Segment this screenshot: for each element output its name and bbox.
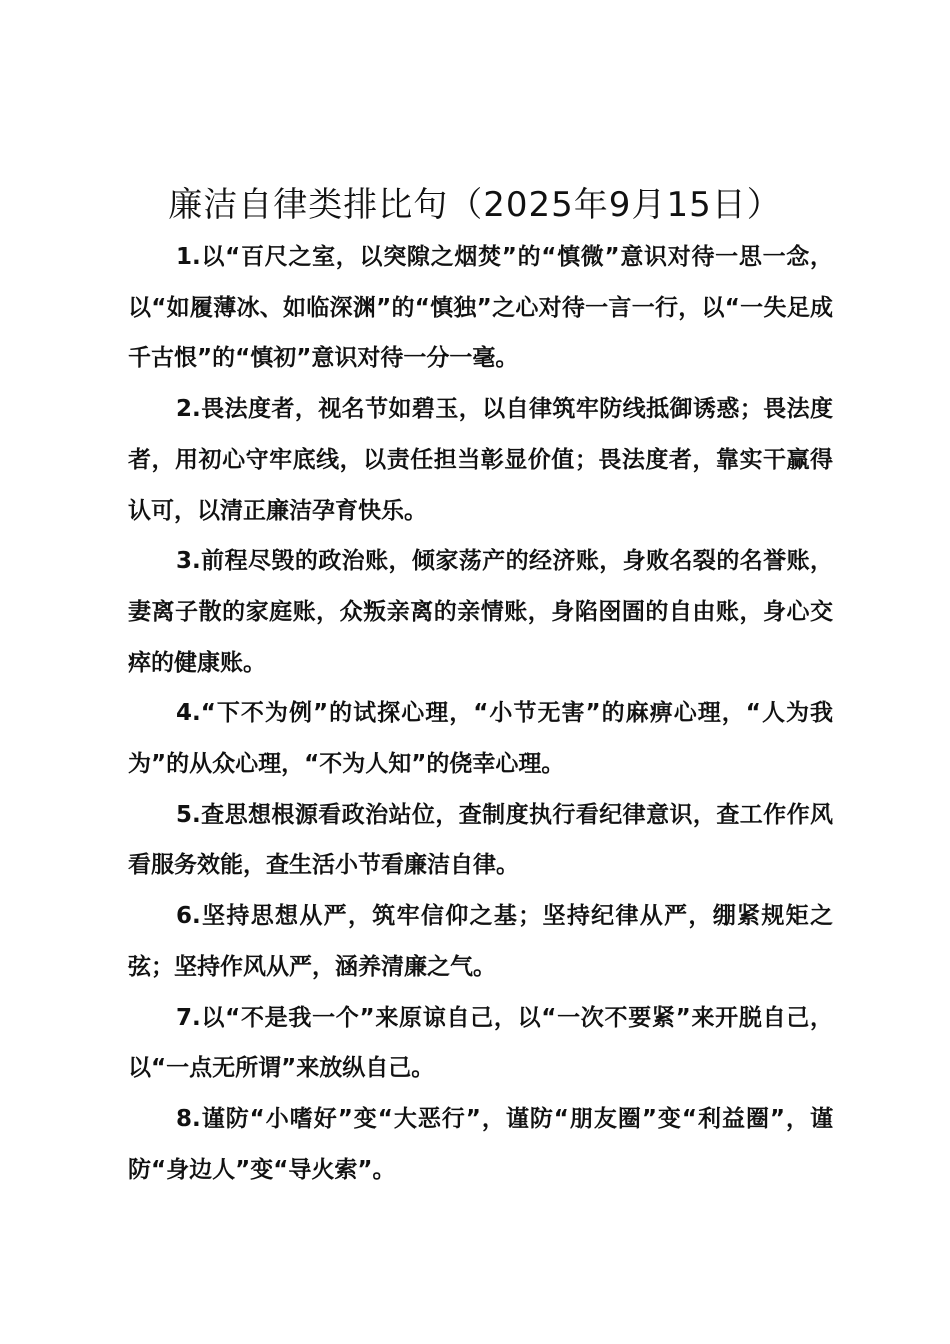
paragraph-6: 6.坚持思想从严，筑牢信仰之基；坚持纪律从严，绷紧规矩之弦；坚持作风从严，涵养清廉之气。 — [128, 903, 833, 980]
paragraph-7: 7.以“不是我一个”来原谅自己，以“一次不要紧”来开脱自己，以“一点无所谓”来放纵自己。 — [128, 1004, 833, 1082]
paragraph-3: 3.前程尽毁的政治账，倾家荡产的经济账，身败名裂的名誉账，妻离子散的家庭账，众叛亲离的亲情账，身陷囹圄的自由账，身心交瘁的健康账。 — [128, 548, 833, 676]
document-body — [128, 232, 833, 1195]
paragraph-8: 8.谨防“小嗜好”变“大恶行”，谨防“朋友圈”变“利益圈”，谨防“身边人”变“导火索”。 — [128, 1105, 833, 1183]
paragraph-5: 5.查思想根源看政治站位，查制度执行看纪律意识，查工作作风看服务效能，查生活小节看廉洁自律。 — [128, 801, 833, 879]
paragraph-2: 2.畏法度者，视名节如碧玉，以自律筑牢防线抵御诱惑；畏法度者，用初心守牢底线，以责任担当彰显价值；畏法度者，靠实干赢得认可，以清正廉洁孕育快乐。 — [128, 396, 833, 524]
paragraph-1: 1.以“百尺之室，以突隙之烟焚”的“慎微”意识对待一思一念，以“如履薄冰、如临深渊”的“慎独”之心对待一言一行，以“一失足成千古恨”的“慎初”意识对待一分一毫。 — [128, 244, 833, 372]
document-title: 廉洁自律类排比句（2025年9月15日） — [168, 185, 782, 225]
paragraph-4: 4.“下不为例”的试探心理，“小节无害”的麻痹心理，“人为我为”的从众心理，“不为人知”的侥幸心理。 — [128, 700, 833, 778]
